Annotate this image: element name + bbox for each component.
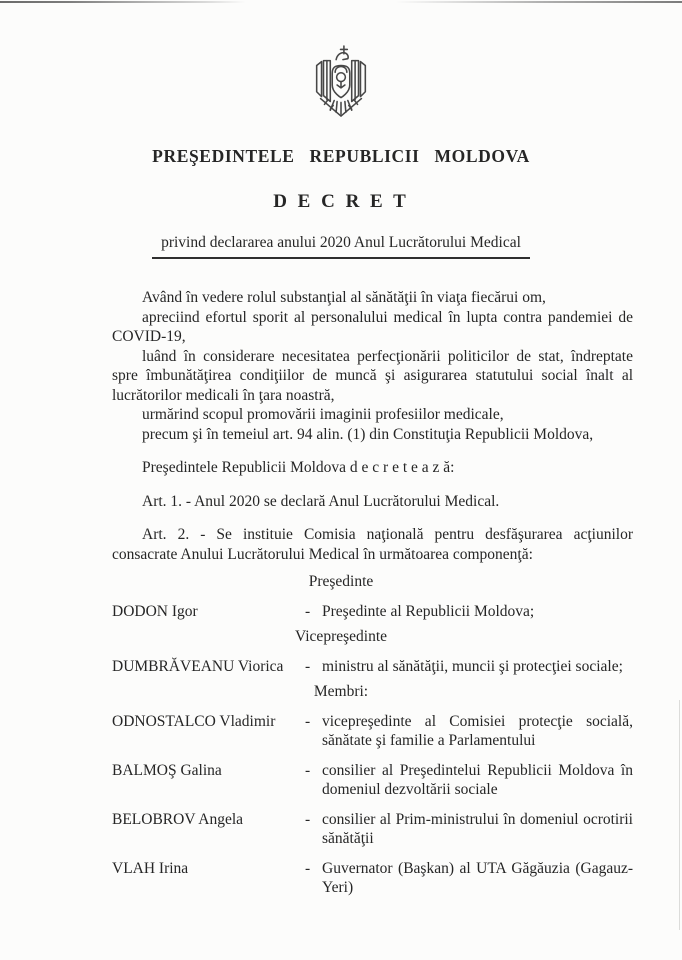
member-role: ministru al sănătăţii, muncii şi protecţiei sociale; <box>322 657 623 675</box>
enacting-clause: Preşedintele Republicii Moldova d e c r e t e a z ă: <box>142 459 455 477</box>
member-role: consilier al Preşedintelui Republicii Moldova în domeniul dezvoltării sociale <box>322 761 633 799</box>
commission-member-row <box>112 761 633 800</box>
member-role: Guvernator (Başkan) al UTA Găgăuzia (Gagauz-Yeri) <box>322 859 633 897</box>
document-header <box>0 0 682 259</box>
scan-edge-artifact-top <box>0 1 682 3</box>
commission-member-row <box>112 712 633 751</box>
preamble-clause: precum şi în temeiul art. 94 alin. (1) din Constituţia Republicii Moldova, <box>142 425 594 443</box>
member-separator: - <box>305 810 311 828</box>
article-1: Art. 1. - Anul 2020 se declară Anul Lucrătorului Medical. <box>142 492 500 510</box>
member-role: consilier al Prim-ministrului în domeniul ocrotirii sănătăţii <box>322 810 633 848</box>
member-separator: - <box>305 761 311 779</box>
member-separator: - <box>305 602 311 620</box>
issuing-authority-title: PREŞEDINTELE REPUBLICII MOLDOVA <box>152 145 530 166</box>
preamble-clause: urmărind scopul promovării imaginii profesiilor medicale, <box>142 406 504 424</box>
commission-section-heading: Vicepreşedinte <box>294 628 388 646</box>
commission-section-heading: Preşedinte <box>308 573 374 591</box>
decree-body <box>0 288 682 898</box>
decree-subject: privind declararea anului 2020 Anul Lucrătorului Medical <box>152 233 530 260</box>
commission-member-row <box>112 859 633 898</box>
preamble-clause: apreciind efortul sporit al personalului medical în lupta contra pandemiei de COVID-19, <box>112 308 633 346</box>
member-name: ODNOSTALCO Vladimir <box>112 712 276 730</box>
member-separator: - <box>305 657 311 675</box>
commission-member-row <box>112 602 633 622</box>
member-name: DODON Igor <box>112 602 198 620</box>
coat-of-arms-graphic <box>305 44 377 122</box>
preamble-clause: luând în considerare necesitatea perfecţionării politicilor de stat, îndreptate spre îmbunătăţirea condiţiilor de muncă şi asigurarea statutului social înalt al lucrătorilor medicali în ţara noastră, <box>112 347 633 404</box>
member-name: DUMBRĂVEANU Viorica <box>112 657 284 675</box>
document-type-heading: D E C R E T <box>273 190 409 212</box>
commission-member-row <box>112 810 633 849</box>
member-name: BALMOŞ Galina <box>112 761 222 779</box>
member-role: Preşedinte al Republicii Moldova; <box>322 602 535 620</box>
commission-section-heading: Membri: <box>313 683 369 701</box>
decree-subject-wrap <box>0 233 682 260</box>
commission-member-row <box>112 657 633 677</box>
member-separator: - <box>305 859 311 877</box>
moldova-coat-of-arms-icon <box>0 0 682 128</box>
scan-edge-artifact-right <box>679 700 680 930</box>
member-name: VLAH Irina <box>112 859 189 877</box>
member-role: vicepreşedinte al Comisiei protecţie socială, sănătate şi familie a Parlamentului <box>322 712 633 750</box>
member-name: BELOBROV Angela <box>112 810 244 828</box>
article-2: Art. 2. - Se instituie Comisia naţională pentru desfăşurarea acţiunilor consacrate Anului Lucrătorului Medical în următoarea componenţă: <box>112 526 633 563</box>
preamble-clause: Având în vedere rolul substanţial al sănătăţii în viaţa fiecărui om, <box>142 289 546 307</box>
member-separator: - <box>305 712 311 730</box>
